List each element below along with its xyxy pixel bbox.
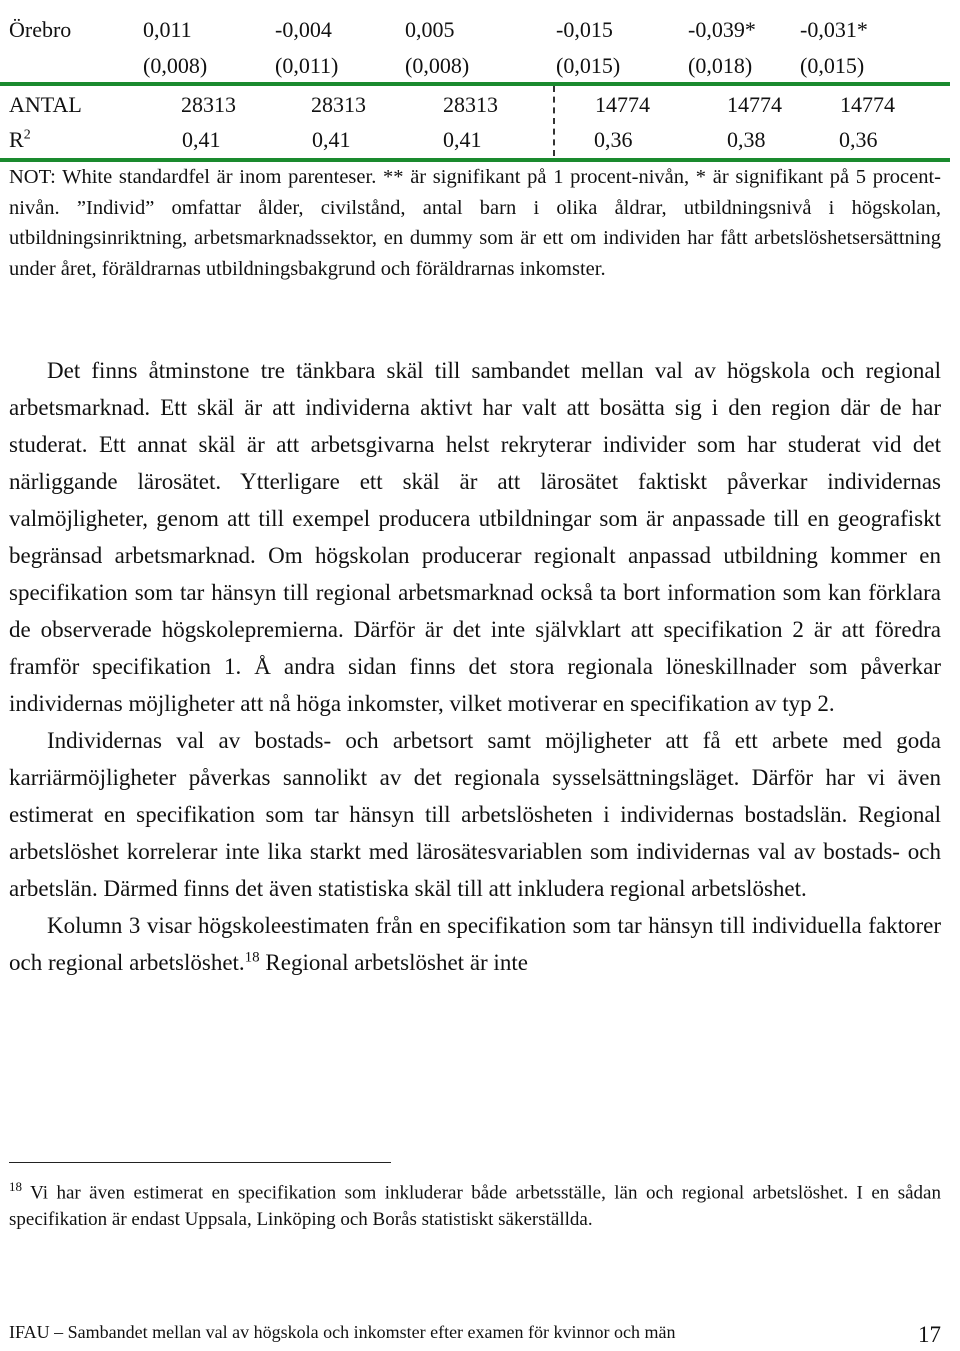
- cell-r2-4: 0,36: [594, 127, 633, 152]
- cell-r2-5: 0,38: [727, 127, 766, 152]
- cell-antal-6: 14774: [840, 92, 895, 117]
- cell-orebro-5: -0,039*: [688, 17, 756, 42]
- cell-r2-3: 0,41: [443, 127, 482, 152]
- footnote-ref-18: 18: [244, 949, 260, 966]
- table-column-divider: [553, 86, 555, 156]
- body-text: [9, 352, 941, 981]
- paragraph-1: Det finns åtminstone tre tänkbara skäl till sambandet mellan val av högskola och regional arbetsmarknad. Ett skäl är att individerna aktivt har valt att bosätta sig i den region där de har studerat. Ett annat skäl är att arbetsgivarna helst rekryterar individer som har studerat vid det närliggande lärosätet. Ytterligare ett skäl är att lärosätet faktiskt påverkar individernas valmöjligheter, genom att till exempel producera utbildningar som är anpassade till en geografiskt begränsad arbetsmarknad. Om högskolan producerar regionalt anpassad utbildning kommer en specifikation som tar hänsyn till regional arbetsmarknad också ta bort information som kan förklara de observerade högskolepremierna. Därför är det inte självklart att specifikation 2 är att föredra framför specifikation 1. Å andra sidan finns det stora regionala löneskillnader som påverkar individernas möjligheter att nå höga inkomster, vilket motiverar en specifikation av typ 2.: [9, 358, 941, 716]
- paragraph-3-tail: Regional arbetslöshet är inte: [259, 950, 528, 975]
- se-orebro-4: (0,015): [556, 53, 621, 78]
- running-footer: IFAU – Sambandet mellan val av högskola och inkomster efter examen för kvinnor och män: [9, 1322, 676, 1342]
- paragraph-3: [9, 907, 941, 981]
- row-label-orebro: Örebro: [9, 17, 72, 42]
- se-orebro-2: (0,011): [275, 53, 339, 78]
- cell-antal-5: 14774: [727, 92, 782, 117]
- r2-label: R: [9, 127, 24, 152]
- cell-antal-3: 28313: [443, 92, 498, 117]
- cell-antal-4: 14774: [595, 92, 650, 117]
- r2-sup: 2: [23, 127, 31, 143]
- cell-r2-1: 0,41: [182, 127, 221, 152]
- cell-orebro-2: -0,004: [275, 17, 332, 42]
- paragraph-3-text: Kolumn 3 visar högskoleestimaten från en specifikation som tar hänsyn till individuella faktorer och regional arbetslöshet.: [9, 913, 941, 975]
- footnote-rule: [9, 1162, 391, 1163]
- table-note: NOT: White standardfel är inom parenteser. ** är signifikant på 1 procent-nivån, * är signifikant på 5 procent-nivån. ”Individ” omfattar ålder, civilstånd, antal barn i olika åldrar, utbildningsnivå i högskolan, utbildningsinriktning, arbetsmarknadssektor, en dummy som är ett om individen har fått arbetslöshetsersättning under året, föräldrarnas utbildningsbakgrund och föräldrarnas inkomster.: [9, 166, 941, 280]
- footnote-number: 18: [9, 1179, 22, 1194]
- se-orebro-1: (0,008): [143, 53, 208, 78]
- se-orebro-3: (0,008): [405, 53, 470, 78]
- cell-orebro-1: 0,011: [143, 17, 192, 42]
- cell-orebro-3: 0,005: [405, 17, 455, 42]
- se-orebro-5: (0,018): [688, 53, 753, 78]
- footnote-18: [9, 1173, 941, 1233]
- cell-r2-2: 0,41: [312, 127, 351, 152]
- cell-orebro-4: -0,015: [556, 17, 613, 42]
- se-orebro-6: (0,015): [800, 53, 865, 78]
- cell-antal-1: 28313: [181, 92, 236, 117]
- page-number: 17: [918, 1322, 941, 1347]
- cell-orebro-6: -0,031*: [800, 17, 868, 42]
- cell-r2-6: 0,36: [839, 127, 878, 152]
- footnote-text: Vi har även estimerat en specifikation som inkluderar både arbetsställe, län och regional arbetslöshet. I en sådan specifikation är endast Uppsala, Linköping och Borås statistiskt säkerställda.: [9, 1182, 941, 1231]
- row-label-r2: [9, 127, 31, 153]
- cell-antal-2: 28313: [311, 92, 366, 117]
- table-rule-top: [0, 82, 950, 86]
- row-label-antal: ANTAL: [9, 92, 82, 117]
- paragraph-2: Individernas val av bostads- och arbetsort samt möjligheter att få ett arbete med goda karriärmöjligheter påverkas sannolikt av det regionala sysselsättningsläget. Därför har vi även estimerat en specifikation som tar hänsyn till arbetslösheten i individernas bostadslän. Regional arbetslöshet korrelerar inte lika starkt med lärosätesvariablen som individernas val av bostads- och arbetslän. Därmed finns det även statistiska skäl till att inkludera regional arbetslöshet.: [9, 728, 941, 901]
